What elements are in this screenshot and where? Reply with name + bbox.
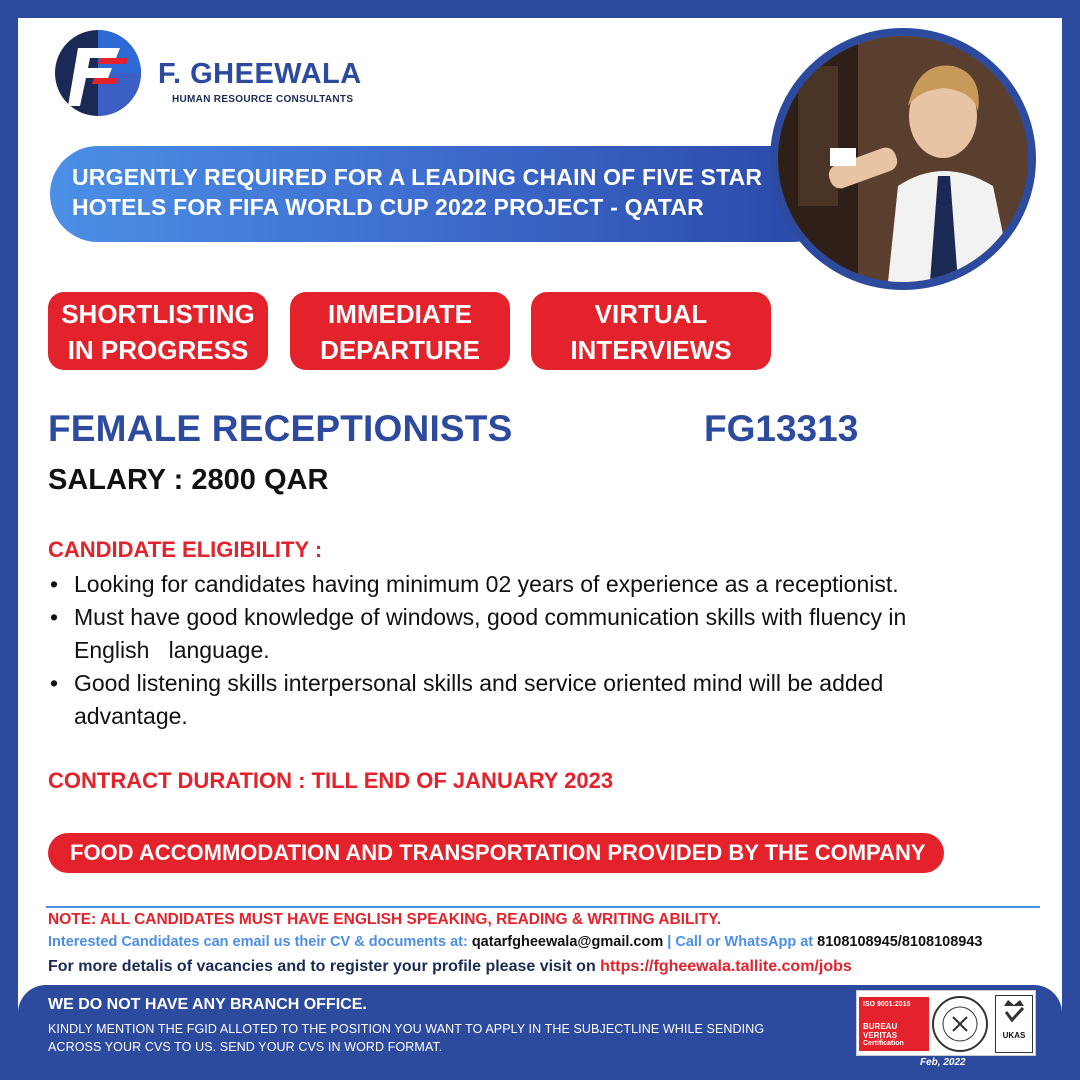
badge-shortlisting bbox=[48, 292, 268, 370]
list-item-text: Good listening skills interpersonal skills and service oriented mind will be added bbox=[74, 670, 884, 696]
eligibility-list bbox=[48, 568, 968, 733]
badge-departure bbox=[290, 292, 510, 370]
bureau-veritas-badge bbox=[859, 997, 929, 1051]
ukas-label: UKAS bbox=[1002, 1031, 1026, 1040]
divider bbox=[46, 906, 1040, 908]
contract-duration: CONTRACT DURATION : TILL END OF JANUARY 2023 bbox=[48, 768, 614, 793]
footer-line-1: KINDLY MENTION THE FGID ALLOTED TO THE POSITION YOU WANT TO APPLY IN THE SUBJECTLINE WHILE SENDING bbox=[48, 1022, 765, 1036]
badge-line-2: IN PROGRESS bbox=[67, 335, 249, 365]
job-title: FEMALE RECEPTIONISTS bbox=[48, 408, 513, 449]
cert-bv: BUREAU VERITAS bbox=[863, 1022, 898, 1040]
footer-title: WE DO NOT HAVE ANY BRANCH OFFICE. bbox=[48, 996, 367, 1013]
receptionist-illustration-icon bbox=[778, 36, 1028, 282]
headline-banner bbox=[50, 146, 840, 242]
cert-date: Feb, 2022 bbox=[920, 1057, 966, 1068]
list-item bbox=[48, 601, 968, 667]
bullet-icon: • bbox=[50, 571, 59, 597]
badge-line-1: SHORTLISTING bbox=[61, 299, 255, 329]
list-item-text-cont: English language. bbox=[74, 637, 270, 663]
list-item-text: Looking for candidates having minimum 02 years of experience as a receptionist. bbox=[74, 571, 899, 597]
more-info-text: For more detalis of vacancies and to register your profile please visit on bbox=[48, 958, 601, 975]
footer bbox=[18, 985, 1062, 1080]
brand-name: F. GHEEWALA bbox=[158, 58, 362, 90]
eligibility-heading: CANDIDATE ELIGIBILITY : bbox=[48, 537, 323, 562]
footer-text bbox=[48, 1020, 788, 1056]
fgheewala-logo-icon bbox=[48, 28, 148, 118]
bullet-icon: • bbox=[50, 670, 59, 696]
certification-badge bbox=[856, 990, 1036, 1056]
more-info-line bbox=[48, 958, 852, 976]
note-text: NOTE: ALL CANDIDATES MUST HAVE ENGLISH SPEAKING, READING & WRITING ABILITY. bbox=[48, 911, 722, 928]
bullet-icon: • bbox=[50, 604, 59, 630]
job-code: FG13313 bbox=[704, 408, 859, 449]
crown-check-icon bbox=[996, 996, 1032, 1026]
bureau-veritas-seal-icon bbox=[931, 995, 989, 1053]
contact-phone[interactable]: 8108108945/8108108943 bbox=[817, 934, 983, 950]
headline-line-2: HOTELS FOR FIFA WORLD CUP 2022 PROJECT - QATAR bbox=[72, 194, 704, 220]
list-item bbox=[48, 568, 968, 601]
cert-certification: Certification bbox=[863, 1040, 904, 1047]
benefit-banner: FOOD ACCOMMODATION AND TRANSPORTATION PROVIDED BY THE COMPANY bbox=[48, 833, 944, 873]
badge-line-2: DEPARTURE bbox=[320, 335, 480, 365]
brand-subtitle: HUMAN RESOURCE CONSULTANTS bbox=[172, 94, 354, 105]
photo-image bbox=[778, 36, 1028, 282]
ukas-box bbox=[995, 995, 1033, 1053]
badge-line-2: INTERVIEWS bbox=[570, 335, 732, 365]
list-item-text-cont: advantage. bbox=[74, 703, 188, 729]
contact-middle: | Call or WhatsApp at bbox=[663, 934, 818, 950]
badge-interviews bbox=[531, 292, 771, 370]
list-item-text: Must have good knowledge of windows, good communication skills with fluency in bbox=[74, 604, 907, 630]
receptionist-photo bbox=[770, 28, 1036, 290]
cert-iso: ISO 9001:2015 bbox=[863, 1001, 911, 1008]
badge-line-1: IMMEDIATE bbox=[328, 299, 472, 329]
list-item bbox=[48, 667, 968, 733]
contact-line bbox=[48, 934, 982, 950]
contact-email-link[interactable]: qatarfgheewala@gmail.com bbox=[471, 934, 664, 950]
jobs-link[interactable]: https://fgheewala.tallite.com/jobs bbox=[600, 958, 852, 975]
headline-line-1: URGENTLY REQUIRED FOR A LEADING CHAIN OF FIVE STAR bbox=[72, 164, 763, 190]
contact-prefix: Interested Candidates can email us their CV & documents at: bbox=[48, 934, 472, 950]
salary: SALARY : 2800 QAR bbox=[48, 464, 329, 496]
footer-line-2: ACROSS YOUR CVS TO US. SEND YOUR CVS IN WORD FORMAT. bbox=[48, 1040, 443, 1054]
badge-line-1: VIRTUAL bbox=[594, 299, 708, 329]
